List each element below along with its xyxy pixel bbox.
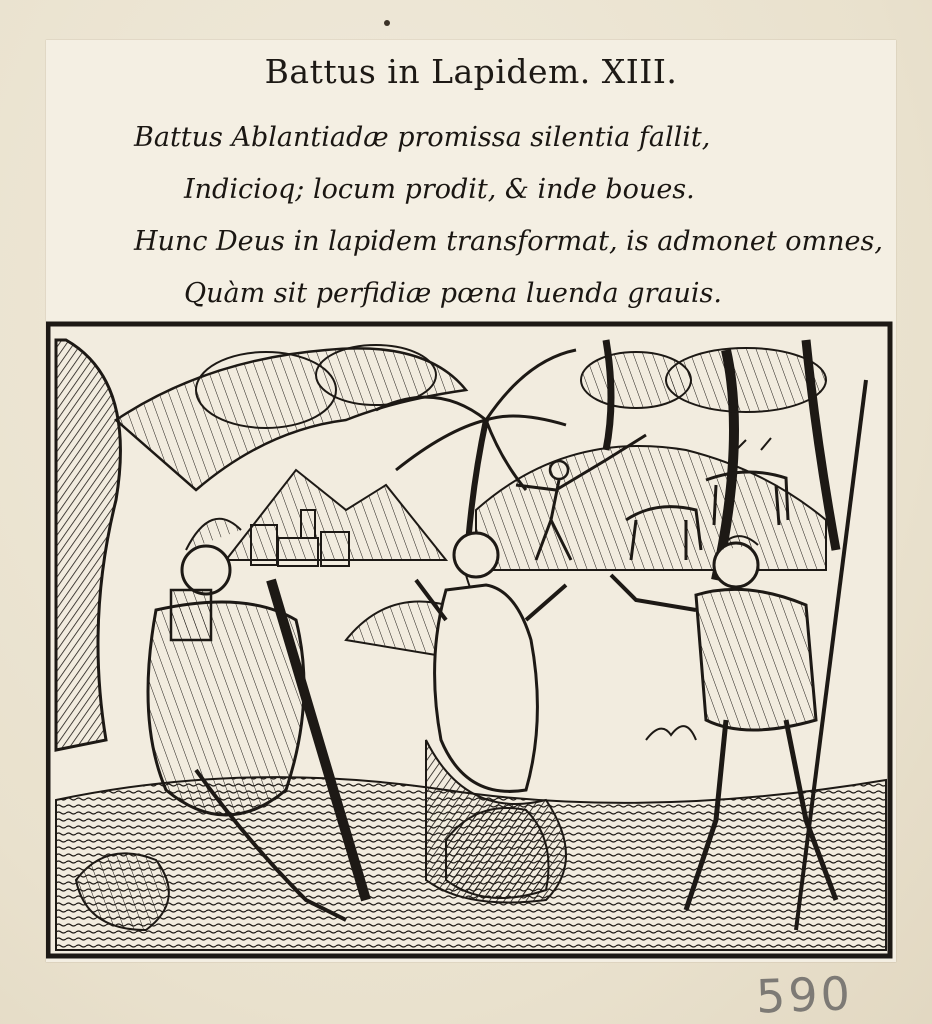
- verse-line: Indicioq; locum prodit, & inde boues.: [184, 174, 695, 205]
- print-title: Battus in Lapidem. XIII.: [264, 52, 678, 91]
- pencil-catalog-number: 590: [755, 966, 854, 1024]
- verse-line: Quàm sit perfidiæ pœna luenda grauis.: [184, 278, 722, 309]
- mount-mark: [384, 20, 390, 26]
- verse-line: Battus Ablantiadæ promissa silentia fallit,: [134, 122, 711, 153]
- woodcut-illustration: [46, 320, 896, 960]
- verse-line: Hunc Deus in lapidem transformat, is admonet omnes,: [134, 226, 883, 257]
- print-sheet: [46, 40, 896, 962]
- verse-block: [134, 112, 883, 320]
